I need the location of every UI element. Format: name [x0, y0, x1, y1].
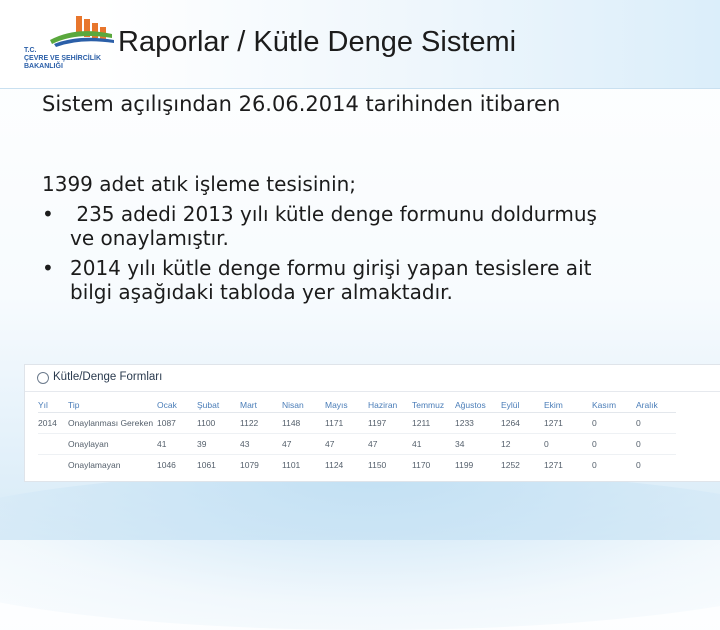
col-header[interactable]: Haziran	[368, 398, 412, 413]
table-cell: 41	[412, 434, 455, 455]
background-arc	[0, 470, 720, 630]
table-cell: 1124	[325, 460, 344, 470]
col-header[interactable]: Nisan	[282, 398, 325, 413]
forms-table	[38, 398, 676, 475]
table-cell: 1271	[544, 460, 563, 470]
table-cell	[38, 434, 68, 455]
table-cell: 1252	[501, 460, 520, 470]
table-cell: 0	[636, 434, 676, 455]
logo-line-1: T.C.	[24, 47, 37, 54]
table-cell: 1079	[240, 460, 259, 470]
lead-text: 1399 adet atık işleme tesisinin;	[42, 172, 357, 196]
bullet-1-line-1	[70, 202, 692, 226]
panel-title: Kütle/Denge Formları	[53, 371, 163, 383]
table-cell: 39	[197, 434, 240, 455]
col-header[interactable]: Mart	[240, 398, 282, 413]
table-cell: 1087	[157, 413, 197, 434]
table-cell: 1264	[501, 413, 544, 434]
col-header[interactable]: Temmuz	[412, 398, 455, 413]
table-cell: 1211	[412, 413, 455, 434]
logo-text	[24, 47, 120, 71]
table-cell: 1233	[455, 413, 501, 434]
table-cell: 1101	[282, 460, 301, 470]
table-cell: 0	[592, 413, 636, 434]
table-cell: Onaylanması Gereken	[68, 413, 157, 434]
table-cell: 12	[501, 434, 544, 455]
table-cell: 47	[282, 434, 325, 455]
bullet-2-line-1: 2014 yılı kütle denge formu girişi yapan tesislere ait	[70, 256, 592, 280]
logo-line-3: BAKANLIĞI	[24, 63, 63, 70]
col-header[interactable]: Yıl	[38, 398, 68, 413]
intro-text: Sistem açılışından 26.06.2014 tarihinden itibaren	[42, 92, 561, 116]
bullet-item-2	[42, 256, 692, 304]
table-cell: 34	[455, 434, 501, 455]
table-cell: 1199	[455, 460, 474, 470]
table-cell: 1171	[325, 413, 368, 434]
table-cell: 1122	[240, 413, 282, 434]
table-cell: 47	[368, 434, 412, 455]
logo-line-2: ÇEVRE VE ŞEHİRCİLİK	[24, 55, 102, 62]
table-row	[38, 455, 676, 476]
table-cell	[38, 455, 68, 476]
bullet-item-1	[42, 202, 692, 250]
col-header[interactable]: Mayıs	[325, 398, 368, 413]
col-header[interactable]: Aralık	[636, 398, 676, 413]
table-cell: 1148	[282, 413, 325, 434]
table-cell: 47	[325, 434, 368, 455]
table-header-row	[38, 398, 676, 413]
col-header[interactable]: Ağustos	[455, 398, 501, 413]
info-circle-icon	[37, 372, 49, 384]
col-header[interactable]: Tip	[68, 398, 157, 413]
table-cell: 1100	[197, 413, 240, 434]
mass-balance-forms-panel	[24, 364, 720, 482]
bullet-1-line-2: ve onaylamıştır.	[70, 226, 229, 250]
table-cell: 1197	[368, 413, 412, 434]
table-cell: 0	[636, 413, 676, 434]
table-row	[38, 413, 676, 434]
table-cell: 41	[157, 434, 197, 455]
table-cell: 0	[592, 434, 636, 455]
table-row	[38, 434, 676, 455]
bullet-dot-icon: •	[42, 256, 54, 280]
col-header[interactable]: Ocak	[157, 398, 197, 413]
body-text	[42, 172, 692, 304]
panel-header	[25, 365, 720, 392]
table-cell: 0	[636, 460, 641, 470]
table-cell: 1150	[368, 460, 387, 470]
table-cell: 1061	[197, 460, 216, 470]
bullet-dot-icon: •	[42, 202, 54, 226]
table-cell: 0	[592, 460, 597, 470]
col-header[interactable]: Ekim	[544, 398, 592, 413]
col-header[interactable]: Kasım	[592, 398, 636, 413]
logo-emblem-icon	[24, 14, 120, 48]
table-cell: 43	[240, 434, 282, 455]
ministry-logo	[24, 14, 120, 78]
slide-title: Raporlar / Kütle Denge Sistemi	[118, 26, 517, 58]
table-cell: 1170	[412, 460, 431, 470]
table-cell: 2014	[38, 413, 68, 434]
col-header[interactable]: Eylül	[501, 398, 544, 413]
table-cell: 1046	[157, 460, 176, 470]
bullet-2-line-2: bilgi aşağıdaki tabloda yer almaktadır.	[70, 280, 453, 304]
col-header[interactable]: Şubat	[197, 398, 240, 413]
bullet-1-text: 235 adedi 2013 yılı kütle denge formunu doldurmuş	[76, 202, 597, 226]
table-cell: Onaylamayan	[68, 460, 121, 470]
table-cell: Onaylayan	[68, 434, 157, 455]
table-cell: 0	[544, 434, 592, 455]
table-cell: 1271	[544, 413, 592, 434]
